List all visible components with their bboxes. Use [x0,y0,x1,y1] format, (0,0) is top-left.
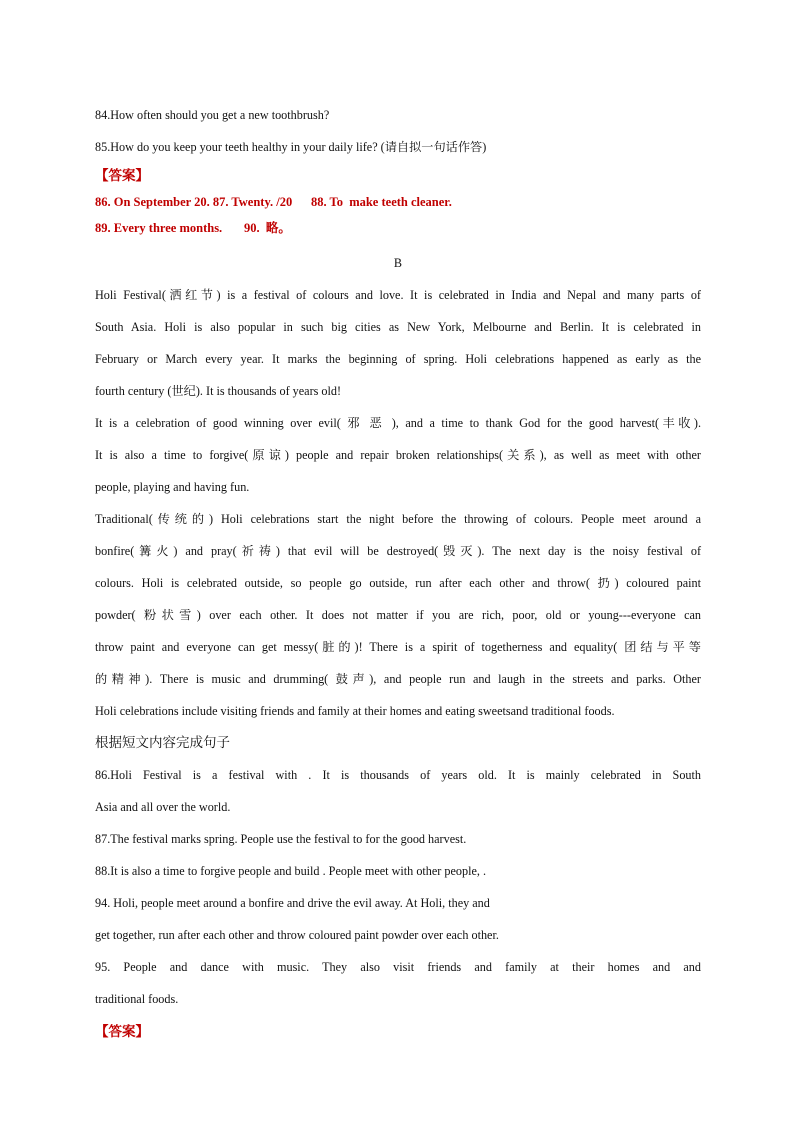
fill-line: 87.The festival marks spring. People use the festival to for the good harvest. [95,832,467,846]
fill-line: 94. Holi, people meet around a bonfire and drive the evil away. At Holi, they and [95,896,490,910]
passage-line: people, playing and having fun. [95,480,250,494]
passage-line: 的精神). There is music and drumming( 鼓声), and people run and laugh in the streets and parks. Other [95,672,701,686]
passage-line: colours. Holi is celebrated outside, so people go outside, run after each other and throw( 扔) coloured paint [95,576,701,590]
question-85: 85.How do you keep your teeth healthy in your daily life? (请自拟一句话作答) [95,140,487,154]
passage-line: powder( 粉状雪) over each other. It does not matter if you are rich, poor, old or young---everyone can [95,608,701,622]
fill-line: 86.Holi Festival is a festival with . It is thousands of years old. It is mainly celebrated in South [95,768,701,782]
passage-line: It is also a time to forgive(原谅) people and repair broken relationships(关系), as well as meet with other [95,448,701,462]
document-page [95,99,701,1045]
fill-line: get together, run after each other and throw coloured paint powder over each other. [95,928,499,942]
fill-line: 88.It is also a time to forgive people and build . People meet with other people, . [95,864,487,878]
fill-line: traditional foods. [95,992,179,1006]
passage-line: South Asia. Holi is also popular in such big cities as New York, Melbourne and Berlin. It is celebrated in [95,320,701,334]
passage-line: Holi Festival(洒红节) is a festival of colours and love. It is celebrated in India and Nepal and many parts of [95,288,701,302]
passage-line: throw paint and everyone can get messy(脏的)! There is a spirit of togetherness and equality( 团结与平等 [95,640,701,654]
question-84: 84.How often should you get a new toothbrush? [95,108,330,122]
answer-line-2: 89. Every three months. 90. 略。 [95,221,291,235]
passage-line: fourth century (世纪). It is thousands of years old! [95,384,342,398]
passage-line: It is a celebration of good winning over evil( 邪 恶 ), and a time to thank God for the good harvest(丰收). [95,416,701,430]
answer-label: 【答案】 [95,168,149,183]
passage [95,279,701,727]
instruction: 根据短文内容完成句子 [95,735,230,750]
passage-line: February or March every year. It marks the beginning of spring. Holi celebrations happened as early as the [95,352,701,366]
answer-label-bottom: 【答案】 [95,1024,149,1039]
fill-line: 95. People and dance with music. They also visit friends and family at their homes and and [95,960,701,974]
passage-line: Traditional(传统的) Holi celebrations start the night before the throwing of colours. People meet around a [95,512,701,526]
passage-line: bonfire(篝火) and pray(祈祷) that evil will be destroyed(毁灭). The next day is the noisy festival of [95,544,701,558]
answer-line-1: 86. On September 20. 87. Twenty. /20 88. To make teeth cleaner. [95,195,452,209]
fill-in-questions [95,759,701,1015]
section-heading: B [393,256,403,270]
fill-line: Asia and all over the world. [95,800,231,814]
passage-line: Holi celebrations include visiting friends and family at their homes and eating sweetsand traditional foods. [95,704,615,718]
